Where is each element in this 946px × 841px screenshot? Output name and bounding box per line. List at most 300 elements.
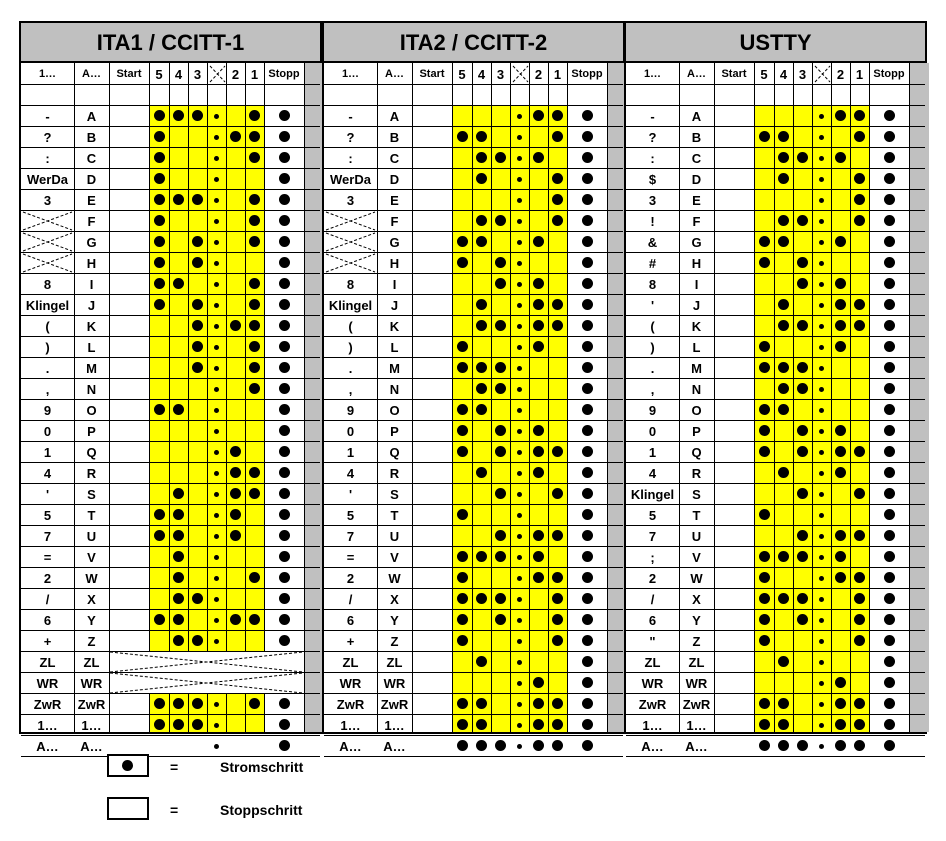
col-x-header <box>207 65 226 84</box>
current-dot <box>854 572 865 583</box>
current-dot <box>192 341 203 352</box>
current-dot <box>533 425 544 436</box>
stop-dot <box>279 215 290 226</box>
table-title: ITA2 / CCITT-2 <box>324 23 623 63</box>
current-dot <box>154 509 165 520</box>
figure-cell: W <box>690 571 703 586</box>
figure-cell: ZwR <box>77 697 106 712</box>
letter-cell: WR <box>641 676 664 691</box>
stop-dot <box>582 719 593 730</box>
sprocket-dot <box>819 366 824 371</box>
sprocket-dot <box>819 471 824 476</box>
letter-cell: A… <box>339 739 362 754</box>
current-dot <box>495 257 506 268</box>
sprocket-dot <box>517 660 522 665</box>
current-dot <box>476 383 487 394</box>
figure-cell: ZL <box>83 655 100 670</box>
letter-cell: 1… <box>37 718 58 733</box>
row-divider <box>21 231 320 232</box>
stop-dot <box>582 572 593 583</box>
letter-cell: A… <box>36 739 59 754</box>
letter-cell: WR <box>36 676 59 691</box>
current-dot <box>835 698 846 709</box>
sprocket-dot <box>819 114 824 119</box>
current-dot <box>154 257 165 268</box>
figure-cell: P <box>692 424 701 439</box>
figure-cell: I <box>89 277 94 292</box>
stop-dot <box>582 362 593 373</box>
sprocket-dot <box>214 198 219 203</box>
current-dot <box>533 551 544 562</box>
stop-dot <box>279 404 290 415</box>
x-icon <box>110 673 303 693</box>
letter-cell: : <box>45 151 50 166</box>
figure-cell: U <box>86 529 97 544</box>
stop-dot <box>582 236 593 247</box>
current-dot <box>759 509 770 520</box>
figure-cell: ZwR <box>380 697 409 712</box>
letter-cell: 3 <box>346 193 355 208</box>
current-dot <box>173 698 184 709</box>
sprocket-dot <box>517 618 522 623</box>
sprocket-dot <box>214 450 219 455</box>
current-dot <box>797 278 808 289</box>
col-divider <box>264 63 265 732</box>
stop-dot <box>279 635 290 646</box>
current-dot <box>495 530 506 541</box>
stop-dot <box>582 383 593 394</box>
stop-dot <box>279 173 290 184</box>
current-dot <box>533 698 544 709</box>
stop-dot <box>582 173 593 184</box>
figure-cell: WR <box>685 676 708 691</box>
letter-cell: ( <box>45 319 50 334</box>
stop-dot <box>279 383 290 394</box>
current-dot <box>476 551 487 562</box>
current-dot <box>457 719 468 730</box>
figure-cell: R <box>389 466 400 481</box>
figure-cell: R <box>691 466 702 481</box>
col-divider <box>304 63 305 732</box>
legend-stoppschritt: Stoppschritt <box>220 802 303 818</box>
current-dot <box>154 152 165 163</box>
stop-dot <box>582 278 593 289</box>
stop-dot <box>279 593 290 604</box>
current-dot <box>854 446 865 457</box>
stop-dot <box>582 320 593 331</box>
current-dot <box>552 194 563 205</box>
sprocket-dot <box>517 597 522 602</box>
current-dot <box>457 593 468 604</box>
current-dot <box>249 194 260 205</box>
current-dot <box>759 614 770 625</box>
current-dot <box>249 488 260 499</box>
letter-cell: 0 <box>346 424 355 439</box>
sprocket-dot <box>517 219 522 224</box>
current-dot <box>192 362 203 373</box>
sprocket-dot <box>214 219 219 224</box>
sprocket-dot <box>517 702 522 707</box>
current-dot <box>533 299 544 310</box>
col-figures-header: A… <box>82 68 101 80</box>
current-dot <box>759 698 770 709</box>
sprocket-dot <box>214 114 219 119</box>
current-dot <box>457 425 468 436</box>
letter-cell: 7 <box>43 529 52 544</box>
stop-dot <box>582 509 593 520</box>
figure-cell: H <box>691 256 702 271</box>
sprocket-dot <box>214 324 219 329</box>
current-dot <box>249 215 260 226</box>
sprocket-dot <box>517 681 522 686</box>
letter-cell: ZwR <box>336 697 365 712</box>
stop-dot <box>582 341 593 352</box>
figure-cell: T <box>692 508 701 523</box>
letter-cell: ( <box>650 319 655 334</box>
current-dot <box>457 740 468 751</box>
figure-cell: WR <box>383 676 406 691</box>
crossed-cell <box>326 233 375 251</box>
current-dot <box>835 236 846 247</box>
current-dot <box>476 152 487 163</box>
current-dot <box>552 173 563 184</box>
figure-cell: J <box>692 298 701 313</box>
current-dot <box>552 215 563 226</box>
current-dot <box>759 257 770 268</box>
sprocket-dot <box>517 471 522 476</box>
sprocket-dot <box>819 744 824 749</box>
sprocket-dot <box>214 597 219 602</box>
stop-dot <box>279 698 290 709</box>
current-dot <box>249 467 260 478</box>
current-dot <box>759 404 770 415</box>
current-dot <box>778 152 789 163</box>
letter-cell: 4 <box>648 466 657 481</box>
letter-cell: WerDa <box>330 172 371 187</box>
letter-cell: - <box>348 109 353 124</box>
stop-dot <box>884 152 895 163</box>
letter-cell: . <box>650 361 655 376</box>
gray-strip <box>909 63 929 732</box>
current-dot <box>533 236 544 247</box>
current-dot <box>835 320 846 331</box>
current-dot <box>249 299 260 310</box>
letter-cell: ' <box>348 487 353 502</box>
row-divider <box>626 84 925 85</box>
current-dot <box>173 635 184 646</box>
current-dot <box>476 173 487 184</box>
letter-cell: 6 <box>648 613 657 628</box>
letter-cell: ) <box>650 340 655 355</box>
sprocket-dot <box>214 366 219 371</box>
current-dot <box>759 341 770 352</box>
figure-cell: K <box>389 319 400 334</box>
current-dot <box>457 446 468 457</box>
figure-cell: N <box>691 382 702 397</box>
current-dot <box>230 446 241 457</box>
current-dot <box>154 131 165 142</box>
letter-cell: 6 <box>346 613 355 628</box>
sprocket-dot <box>819 450 824 455</box>
stop-dot <box>279 425 290 436</box>
sprocket-dot <box>214 240 219 245</box>
figure-cell: K <box>86 319 97 334</box>
current-dot <box>797 320 808 331</box>
col-stop-header: Stopp <box>571 68 603 80</box>
col-bit-header: 5 <box>458 67 466 82</box>
stop-dot <box>582 698 593 709</box>
current-dot <box>173 593 184 604</box>
stop-dot <box>582 194 593 205</box>
current-dot <box>154 215 165 226</box>
current-dot <box>552 740 563 751</box>
letter-cell: ; <box>650 550 655 565</box>
sprocket-dot <box>517 114 522 119</box>
figure-cell: A <box>389 109 400 124</box>
letter-cell: 6 <box>43 613 52 628</box>
figure-cell: O <box>389 403 400 418</box>
col-divider <box>529 63 530 732</box>
letter-cell: . <box>348 361 353 376</box>
current-dot <box>759 362 770 373</box>
sprocket-dot <box>819 324 824 329</box>
current-dot <box>533 572 544 583</box>
figure-cell: D <box>691 172 702 187</box>
current-dot <box>457 572 468 583</box>
col-divider <box>567 63 568 732</box>
stop-dot <box>279 488 290 499</box>
current-dot <box>154 530 165 541</box>
current-dot <box>476 131 487 142</box>
stop-dot <box>279 299 290 310</box>
current-dot <box>778 299 789 310</box>
letter-cell: ZL <box>342 655 359 670</box>
letter-cell: 2 <box>648 571 657 586</box>
current-dot <box>154 614 165 625</box>
stop-dot <box>279 467 290 478</box>
figure-cell: G <box>86 235 97 250</box>
current-dot <box>457 236 468 247</box>
current-dot <box>552 635 563 646</box>
current-dot <box>249 152 260 163</box>
figure-cell: C <box>389 151 400 166</box>
current-dot <box>249 320 260 331</box>
col-divider <box>831 63 832 732</box>
current-dot <box>835 278 846 289</box>
letter-cell: 3 <box>43 193 52 208</box>
current-dot <box>173 110 184 121</box>
letter-cell: Klingel <box>328 298 373 313</box>
code-tables <box>19 21 927 754</box>
sprocket-dot <box>214 387 219 392</box>
table-title: USTTY <box>626 23 925 63</box>
current-dot <box>759 719 770 730</box>
figure-cell: F <box>87 214 96 229</box>
current-dot <box>778 215 789 226</box>
current-dot <box>854 194 865 205</box>
figure-cell: N <box>86 382 97 397</box>
sprocket-dot <box>214 723 219 728</box>
current-dot <box>778 362 789 373</box>
current-dot <box>533 740 544 751</box>
current-dot <box>797 530 808 541</box>
figure-cell: L <box>390 340 399 355</box>
letter-cell: 1 <box>43 445 52 460</box>
letter-cell: 0 <box>648 424 657 439</box>
sprocket-dot <box>517 303 522 308</box>
stop-dot <box>582 467 593 478</box>
col-x-header <box>510 65 529 84</box>
legend-box-stop <box>107 797 149 820</box>
figure-cell: Q <box>389 445 400 460</box>
current-dot <box>476 215 487 226</box>
figure-cell: C <box>86 151 97 166</box>
figure-cell: Y <box>390 613 399 628</box>
current-dot <box>533 320 544 331</box>
letter-cell: 9 <box>648 403 657 418</box>
figure-cell: F <box>390 214 399 229</box>
current-dot <box>154 173 165 184</box>
current-dot <box>192 320 203 331</box>
current-dot <box>778 236 789 247</box>
current-dot <box>173 194 184 205</box>
current-dot <box>192 719 203 730</box>
col-figures-header: A… <box>385 68 404 80</box>
col-divider <box>412 63 413 732</box>
stop-dot <box>582 677 593 688</box>
current-dot <box>835 425 846 436</box>
sprocket-dot <box>214 429 219 434</box>
current-dot <box>495 362 506 373</box>
current-dot <box>533 152 544 163</box>
letter-cell: , <box>650 382 655 397</box>
row-divider <box>324 231 623 232</box>
current-dot <box>854 173 865 184</box>
current-dot <box>778 551 789 562</box>
col-start-header: Start <box>721 68 747 80</box>
sprocket-dot <box>517 534 522 539</box>
figure-cell: ZwR <box>682 697 711 712</box>
col-bit-header: 4 <box>174 67 183 82</box>
current-dot <box>797 362 808 373</box>
sprocket-dot <box>819 723 824 728</box>
letter-cell: + <box>346 634 355 649</box>
figure-cell: A… <box>80 739 103 754</box>
sprocket-dot <box>819 219 824 224</box>
col-bit-header: 5 <box>155 67 163 82</box>
col-bit-header: 3 <box>496 67 505 82</box>
current-dot <box>552 572 563 583</box>
stop-dot <box>582 614 593 625</box>
current-dot <box>835 299 846 310</box>
stop-dot <box>884 530 895 541</box>
current-dot <box>797 614 808 625</box>
current-dot <box>476 593 487 604</box>
sprocket-dot <box>819 702 824 707</box>
current-dot <box>835 446 846 457</box>
sprocket-dot <box>819 303 824 308</box>
current-dot <box>854 488 865 499</box>
stop-dot <box>884 740 895 751</box>
current-dot <box>154 110 165 121</box>
figure-cell: I <box>392 277 397 292</box>
col-bit-header: 2 <box>836 67 845 82</box>
letter-cell: WerDa <box>27 172 68 187</box>
figure-cell: O <box>86 403 97 418</box>
figure-cell: B <box>86 130 97 145</box>
current-dot <box>552 530 563 541</box>
figure-cell: I <box>694 277 699 292</box>
current-dot <box>854 530 865 541</box>
letter-cell: 1 <box>346 445 355 460</box>
letter-cell: ZL <box>644 655 661 670</box>
figure-cell: B <box>691 130 702 145</box>
col-divider <box>774 63 775 732</box>
figure-cell: N <box>389 382 400 397</box>
current-dot <box>230 320 241 331</box>
figure-cell: V <box>87 550 96 565</box>
current-dot <box>759 572 770 583</box>
sprocket-dot <box>214 702 219 707</box>
sprocket-dot <box>819 282 824 287</box>
current-dot <box>797 425 808 436</box>
current-dot <box>533 677 544 688</box>
current-dot <box>835 572 846 583</box>
sprocket-dot <box>517 261 522 266</box>
letter-cell: - <box>45 109 50 124</box>
current-dot <box>495 383 506 394</box>
letter-cell: ZwR <box>33 697 62 712</box>
sprocket-dot <box>214 282 219 287</box>
stop-dot <box>884 425 895 436</box>
figure-cell: G <box>691 235 702 250</box>
letter-cell: ? <box>648 130 657 145</box>
current-dot <box>476 656 487 667</box>
sprocket-dot <box>819 177 824 182</box>
letter-cell: , <box>348 382 353 397</box>
crossed-cell <box>326 254 375 272</box>
stop-dot <box>582 215 593 226</box>
current-dot <box>476 467 487 478</box>
col-divider <box>548 63 549 732</box>
current-dot <box>192 257 203 268</box>
letter-cell: ZwR <box>638 697 667 712</box>
current-dot <box>533 446 544 457</box>
col-stop-header: Stopp <box>873 68 905 80</box>
current-dot <box>552 446 563 457</box>
stop-dot <box>884 362 895 373</box>
stop-dot <box>279 152 290 163</box>
current-dot <box>192 593 203 604</box>
current-dot <box>533 341 544 352</box>
sprocket-dot <box>214 303 219 308</box>
current-dot <box>249 698 260 709</box>
figure-cell: V <box>390 550 399 565</box>
letter-cell: 9 <box>43 403 52 418</box>
current-dot <box>249 614 260 625</box>
current-dot <box>778 404 789 415</box>
current-dot <box>835 677 846 688</box>
current-dot <box>154 698 165 709</box>
current-dot <box>249 131 260 142</box>
letter-cell: ' <box>650 298 655 313</box>
legend-box-current <box>107 754 149 777</box>
letter-cell: # <box>648 256 657 271</box>
stop-dot <box>582 299 593 310</box>
col-divider <box>245 63 246 732</box>
current-dot <box>552 131 563 142</box>
current-dot <box>173 614 184 625</box>
